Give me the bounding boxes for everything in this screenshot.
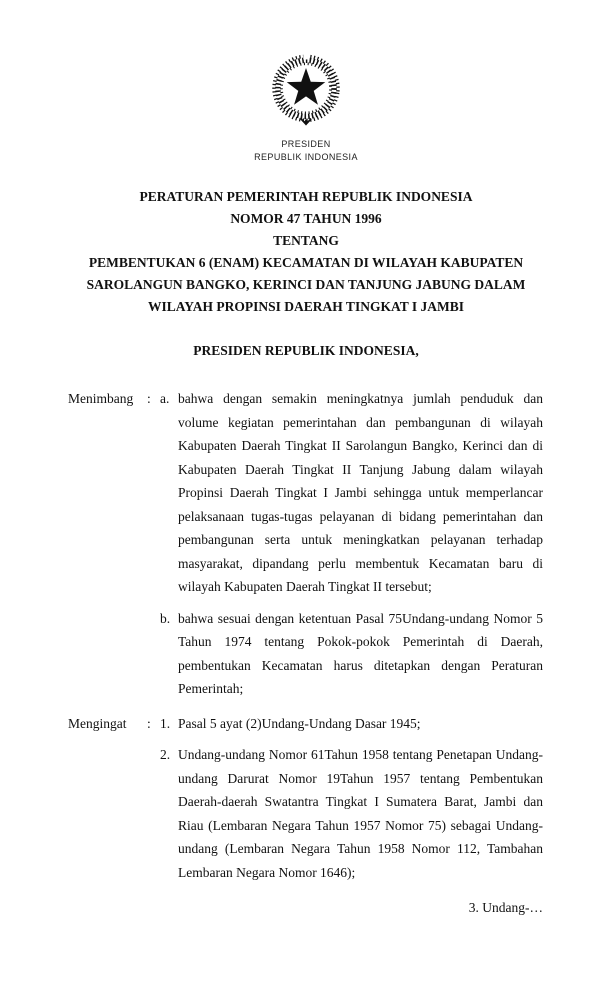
mengingat-clause [68, 712, 543, 885]
letterhead-presiden: PRESIDEN [281, 139, 331, 149]
item-text: Undang-undang Nomor 61Tahun 1958 tentang Penetapan Undang-undang Darurat Nomor 19Tahun 1957 tentang Pembentukan Daerah-daerah Swatantra Tingkat I Sumatera Barat, Jambi dan Riau (Lembaran Negara Tahun 1957 Nomor 75) sebagai Undang-undang (Lembaran Negara Tahun 1958 Nomor 112, Tambahan Lembaran Negara Nomor 1646); [178, 747, 543, 880]
menimbang-items [160, 387, 543, 701]
mengingat-item-1 [160, 712, 543, 736]
mengingat-separator: : [147, 715, 151, 731]
mengingat-item-2 [160, 743, 543, 884]
mengingat-label: Mengingat [68, 715, 127, 731]
menimbang-separator: : [147, 391, 151, 406]
page-catchword: 3. Undang-… [468, 900, 543, 915]
doc-subject-line-3: WILAYAH PROPINSI DAERAH TINGKAT I JAMBI [148, 299, 464, 314]
menimbang-label: Menimbang [68, 391, 134, 406]
letterhead [0, 54, 612, 164]
opening-line: PRESIDEN REPUBLIK INDONESIA, [193, 343, 419, 358]
doc-type-line: PERATURAN PEMERINTAH REPUBLIK INDONESIA [139, 189, 473, 204]
mengingat-items [160, 712, 543, 885]
doc-subject-line-1: PEMBENTUKAN 6 (ENAM) KECAMATAN DI WILAYAH KABUPATEN [88, 255, 524, 270]
document-body [68, 387, 543, 920]
doc-number-line: NOMOR 47 TAHUN 1996 [230, 211, 382, 226]
letterhead-republik-indonesia: REPUBLIK INDONESIA [254, 152, 358, 162]
menimbang-item-a [160, 387, 543, 599]
menimbang-item-b [160, 607, 543, 701]
doc-subject-line-2: SAROLANGUN BANGKO, KERINCI DAN TANJUNG JABUNG DALAM [86, 277, 526, 292]
item-marker: b. [160, 610, 171, 626]
item-text: bahwa sesuai dengan ketentuan Pasal 75Undang-undang Nomor 5 Tahun 1974 tentang Pokok-pokok Pemerintah di Daerah, pembentukan Kecamatan harus ditetapkan dengan Peraturan Pemerintah; [178, 610, 543, 696]
item-marker: 1. [160, 715, 171, 731]
menimbang-clause [68, 387, 543, 701]
document-title-block [0, 186, 612, 318]
item-marker: 2. [160, 747, 171, 762]
item-marker: a. [160, 391, 170, 406]
star-wreath-emblem-icon [265, 54, 347, 132]
item-text: bahwa dengan semakin meningkatnya jumlah penduduk dan volume kegiatan pemerintahan dan pembangunan di wilayah Kabupaten Daerah Tingkat II Sarolangun Bangko, Kerinci dan di Kabupaten Daerah Tingkat II Tanjung Jabung dalam wilayah Propinsi Daerah Tingkat I Jambi sehingga untuk memperlancar pelaksanaan tugas-tugas pelayanan di bidang pemerintahan dan pembangunan serta untuk meningkatkan pelayanan terhadap masyarakat, dipandang perlu membentuk Kecamatan baru di wilayah Kabupaten Daerah Tingkat II tersebut; [178, 391, 543, 594]
tentang-label: TENTANG [273, 233, 339, 248]
item-text: Pasal 5 ayat (2)Undang-Undang Dasar 1945; [178, 715, 421, 731]
